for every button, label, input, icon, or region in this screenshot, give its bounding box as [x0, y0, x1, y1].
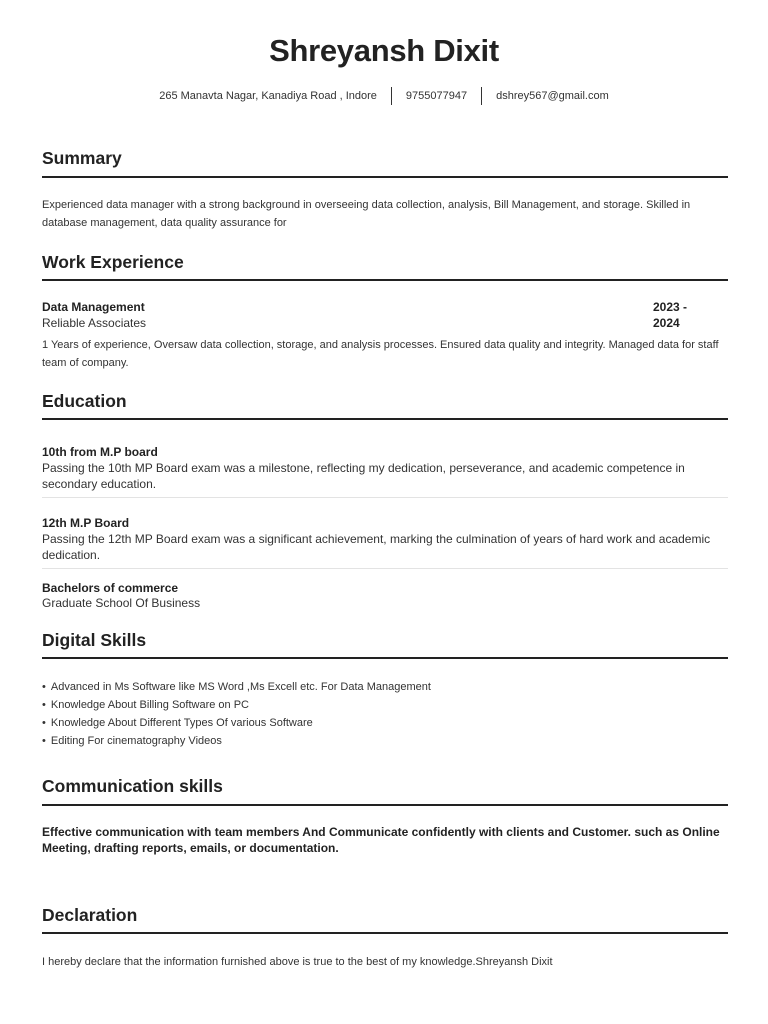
bullet: •: [42, 717, 46, 729]
section-rule: [42, 932, 728, 934]
work-date-start: 2023 -: [653, 300, 688, 314]
summary-text: Experienced data manager with a strong background in overseeing data collection, analysis, Bill Management, and storage. Skilled in database management, data quality assurance for: [42, 199, 691, 229]
skill-text: Editing For cinematography Videos: [50, 735, 222, 747]
email: dshrey567@gmail.com: [496, 90, 609, 102]
declaration-title: Declaration: [42, 905, 138, 925]
bullet: •: [42, 699, 46, 711]
digital-skills-title: Digital Skills: [42, 630, 147, 650]
education-heading: Bachelors of commerce: [42, 581, 179, 595]
address: 265 Manavta Nagar, Kanadiya Road , Indore: [159, 90, 377, 102]
skill-text: Advanced in Ms Software like MS Word ,Ms Excell etc. For Data Management: [50, 681, 431, 693]
work-company: Reliable Associates: [42, 316, 147, 330]
education-text: Passing the 12th MP Board exam was a significant achievement, marking the culmination of years of hard work and academic dedication.: [42, 532, 711, 562]
education-divider: [42, 497, 728, 498]
work-title: Work Experience: [42, 252, 184, 272]
skill-text: Knowledge About Billing Software on PC: [50, 699, 249, 711]
education-title: Education: [42, 391, 127, 411]
section-rule: [42, 418, 728, 420]
communication-title: Communication skills: [42, 776, 223, 796]
communication-text: Effective communication with team members And Communicate confidently with clients and Customer. such as Online Meeting, drafting reports, emails, or documentation.: [42, 825, 720, 855]
declaration-text: I hereby declare that the information furnished above is true to the best of my knowledge.Shreyansh Dixit: [42, 956, 553, 968]
section-rule: [42, 657, 728, 659]
list-item: [42, 696, 431, 714]
list-item: [42, 732, 431, 750]
candidate-name: Shreyansh Dixit: [269, 33, 499, 68]
list-item: [42, 678, 431, 696]
bullet: •: [42, 681, 46, 693]
education-divider: [42, 568, 728, 569]
work-description: 1 Years of experience, Oversaw data collection, storage, and analysis processes. Ensured data quality and integrity. Managed data for staff team of company.: [42, 339, 719, 369]
education-heading: 12th M.P Board: [42, 516, 130, 530]
section-rule: [42, 176, 728, 178]
skill-text: Knowledge About Different Types Of various Software: [50, 717, 313, 729]
list-item: [42, 714, 431, 732]
skills-list: [42, 678, 431, 750]
phone: 9755077947: [405, 90, 468, 102]
section-rule: [42, 279, 728, 281]
education-text: Passing the 10th MP Board exam was a milestone, reflecting my dedication, perseverance, and academic competence in secondary education.: [42, 461, 685, 491]
bullet: •: [42, 735, 46, 747]
divider: [391, 87, 392, 105]
work-date-end: 2024: [653, 316, 680, 330]
divider: [481, 87, 482, 105]
education-heading: 10th from M.P board: [42, 445, 158, 459]
section-rule: [42, 804, 728, 806]
summary-title: Summary: [42, 148, 122, 168]
contact-line: [0, 87, 768, 105]
education-text: Graduate School Of Business: [42, 596, 201, 610]
work-role: Data Management: [42, 300, 145, 314]
